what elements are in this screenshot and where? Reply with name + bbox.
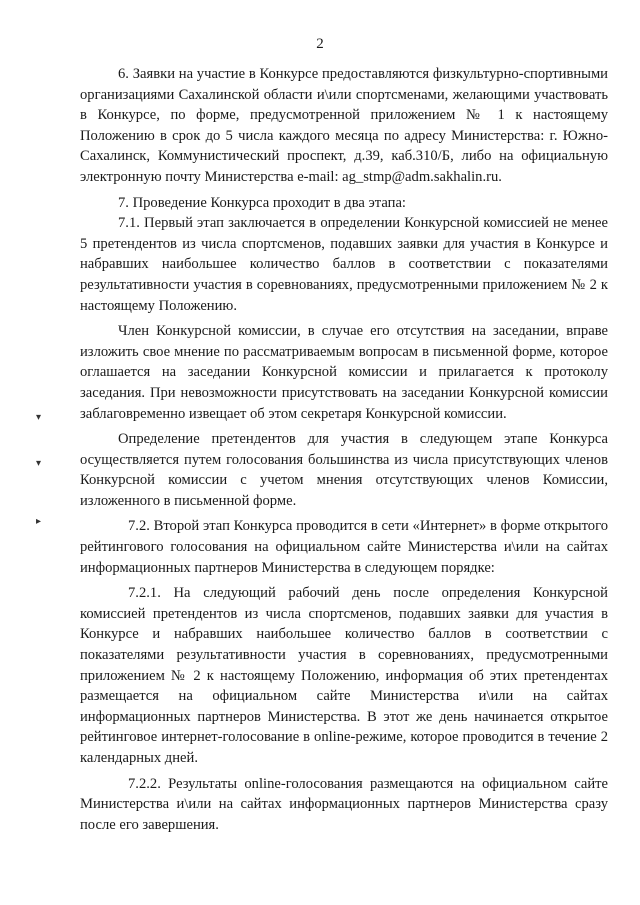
page-number: 2 xyxy=(316,36,324,52)
paragraph-6: 6. Заявки на участие в Конкурсе предоставляются физкультурно-спортивными организациями Сахалинской области и\или спортсменами, желающими участвовать в Конкурсе, по форме, предусмотренной приложением № 1 к настоящему Положению в срок до 5 числа каждого месяца по адресу Министерства: г. Южно-Сахалинск, Коммунистический проспект, д.39, каб.310/Б, либо на официальную электронную почту Министерства e-mail: ag_stmp@adm.sakhalin.ru. xyxy=(80,66,608,185)
paragraph-7-1: 7.1. Первый этап заключается в определении Конкурсной комиссией не менее 5 претендентов из числа спортсменов, подавших заявки для участия в Конкурсе и набравших наибольшее количество баллов в соответствии с показателями результативности участия в соревнованиях, предусмотренными приложением № 2 к настоящему Положению. xyxy=(80,215,608,314)
scan-mark: ▸ xyxy=(36,516,42,527)
paragraph-7-2-2: 7.2.2. Результаты online-голосования размещаются на официальном сайте Министерства и\или на сайтах информационных партнеров Министерства сразу после его завершения. xyxy=(80,775,608,833)
paragraph-member-opinion: Член Конкурсной комиссии, в случае его отсутствия на заседании, вправе изложить свое мнение по рассматриваемым вопросам в письменной форме, которое оглашается на заседании Конкурсной комиссии и прилагается к протоколу заседания. При невозможности присутствовать на заседании Конкурсной комиссии заблаговременно извещает об этом секретаря Конкурсной комиссии. xyxy=(80,323,608,422)
document-body xyxy=(80,64,608,840)
paragraph-candidate-selection: Определение претендентов для участия в следующем этапе Конкурса осуществляется путем голосования большинства из числа присутствующих членов Конкурсной комиссии с учетом мнения отсутствующих членов Комиссии, изложенного в письменной форме. xyxy=(80,431,608,509)
paragraph-7: 7. Проведение Конкурса проходит в два этапа: xyxy=(118,194,406,211)
scan-mark: ▾ xyxy=(36,412,42,423)
scan-mark: ▾ xyxy=(36,458,42,469)
paragraph-7-2-1: 7.2.1. На следующий рабочий день после определения Конкурсной комиссией претендентов из числа спортсменов, подавших заявки для участия в Конкурсе и набравших наибольшее количество баллов в соответствии с показателями результативности участия в соревнованиях, предусмотренными приложением № 2 к настоящему Положению, информация об этих претендентах размещается на официальном сайте Министерства и\или на сайтах информационных партнеров Министерства. В этот же день начинается открытое рейтинговое интернет-голосование в online-режиме, которое проводится в течение 2 календарных дней. xyxy=(80,585,608,766)
paragraph-7-2: 7.2. Второй этап Конкурса проводится в сети «Интернет» в форме открытого рейтингового голосования на официальном сайте Министерства и\или на сайтах информационных партнеров Министерства в следующем порядке: xyxy=(80,518,608,576)
